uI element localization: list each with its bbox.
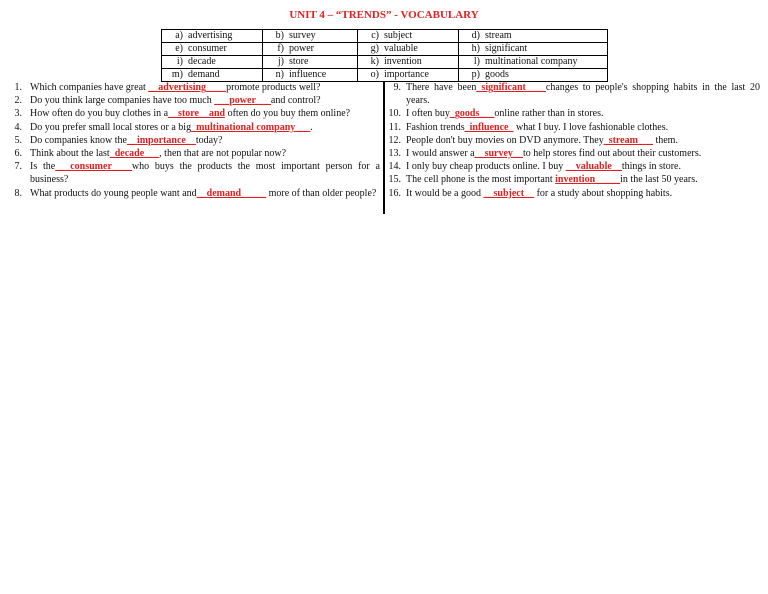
answer-blank: __subject__	[483, 187, 535, 199]
question-text: There have been	[406, 82, 477, 93]
question-text: more of than older people?	[266, 187, 377, 199]
vocab-letter: p)	[471, 69, 480, 81]
question-text: things in store.	[621, 161, 681, 173]
question-text: I often buy	[406, 108, 450, 120]
vocab-word: store	[289, 56, 309, 68]
question-number: 10.	[388, 108, 401, 120]
question-number: 12.	[388, 134, 401, 146]
question-item	[386, 121, 760, 134]
vocab-letter: b)	[275, 30, 284, 42]
vocab-letter: n)	[275, 69, 284, 81]
question-text: It would be a good	[406, 187, 484, 199]
vocab-cell	[162, 69, 263, 82]
answer-blank: _goods___	[449, 108, 495, 120]
question-text: Fashion trends	[406, 121, 465, 133]
vocab-letter: c)	[371, 30, 379, 42]
question-number: 9.	[393, 82, 401, 93]
vocab-word: consumer	[188, 43, 227, 55]
vocab-letter: a)	[175, 30, 183, 42]
column-divider	[383, 81, 385, 214]
vocab-letter: m)	[171, 69, 183, 81]
vocab-word: valuable	[384, 43, 418, 55]
questions-right-column	[386, 81, 760, 200]
question-item	[8, 147, 380, 160]
answer-blank: ___consumer____	[55, 161, 132, 173]
question-item	[386, 173, 760, 186]
question-text: .	[310, 121, 313, 133]
question-item	[386, 81, 760, 107]
question-text: What products do young people want and	[30, 187, 197, 199]
questions-left-column	[8, 81, 380, 200]
vocab-letter: h)	[471, 43, 480, 55]
vocab-cell	[263, 69, 358, 82]
question-text: often do you buy them online?	[225, 108, 351, 120]
question-number: 8.	[14, 187, 22, 199]
vocab-cell	[459, 69, 608, 82]
vocab-cell	[459, 43, 608, 56]
question-text: promote products well?	[226, 82, 321, 93]
question-number: 5.	[14, 134, 22, 146]
question-text: online rather than in stores.	[494, 108, 604, 120]
vocab-word: power	[289, 43, 314, 55]
question-text: and control?	[270, 95, 321, 107]
answer-blank: _significant____	[476, 82, 546, 93]
vocab-letter: k)	[370, 56, 379, 68]
question-item	[8, 160, 380, 186]
question-number: 6.	[14, 148, 22, 160]
question-text: for a study about shopping habits.	[534, 187, 673, 199]
vocab-cell	[358, 56, 459, 69]
vocab-word: influence	[289, 69, 327, 81]
question-text: , then that are not popular now?	[159, 148, 287, 160]
question-item	[386, 160, 760, 173]
vocab-letter: l)	[473, 56, 480, 68]
answer-blank: __importance__	[126, 134, 196, 146]
vocab-word: invention	[384, 56, 422, 68]
vocab-word: advertising	[188, 30, 233, 42]
answer-blank: _multinational company___	[191, 121, 311, 133]
question-text: Think about the last	[30, 148, 110, 160]
vocab-word: stream	[485, 30, 512, 42]
answer-blank: _decade___	[109, 148, 160, 160]
vocab-cell	[162, 43, 263, 56]
question-text: Is the	[30, 161, 56, 173]
question-number: 1.	[14, 82, 22, 93]
vocab-letter: j)	[277, 56, 284, 68]
vocab-cell	[459, 56, 608, 69]
question-item	[386, 107, 760, 120]
vocab-letter: f)	[277, 43, 284, 55]
vocabulary-table	[161, 29, 608, 82]
question-text: The cell phone is the most important	[406, 174, 556, 186]
vocab-letter: d)	[471, 30, 480, 42]
question-item	[386, 147, 760, 160]
vocab-word: significant	[485, 43, 528, 55]
vocab-row	[162, 56, 608, 69]
question-number: 3.	[14, 108, 22, 120]
question-item	[8, 107, 380, 120]
question-number: 15.	[388, 174, 401, 186]
question-item	[8, 94, 380, 107]
question-text: Do you think large companies have too much	[30, 95, 215, 107]
vocab-cell	[263, 56, 358, 69]
question-text: them.	[652, 134, 678, 146]
vocab-letter: g)	[370, 43, 379, 55]
question-text: Which companies have great	[30, 82, 149, 93]
vocab-cell	[263, 43, 358, 56]
question-number: 13.	[388, 148, 401, 160]
answer-blank: __advertising____	[148, 82, 227, 93]
question-text: How often do you buy clothes in a	[30, 108, 169, 120]
question-number: 2.	[14, 95, 22, 107]
question-text: changes to people's shopping habits in the last 20 years.	[406, 82, 760, 107]
vocab-word: goods	[485, 69, 509, 81]
answer-blank: _stream___	[603, 134, 653, 146]
question-number: 11.	[388, 121, 401, 133]
question-item	[386, 187, 760, 200]
page-title: UNIT 4 – “TRENDS” - VOCABULARY	[289, 9, 479, 21]
vocab-letter: o)	[370, 69, 379, 81]
answer-blank: invention_____	[555, 174, 621, 186]
vocab-word: demand	[188, 69, 220, 81]
question-text: who buys the products the most important person for a business?	[30, 161, 380, 186]
vocab-word: importance	[384, 69, 429, 81]
question-text: I only buy cheap products online. I buy	[406, 161, 566, 173]
answer-blank: __store__and	[168, 108, 226, 120]
question-text: what I buy. I love fashionable clothes.	[513, 121, 669, 133]
answer-blank: __demand_____	[196, 187, 267, 199]
vocab-cell	[162, 30, 263, 43]
question-text: today?	[195, 134, 223, 146]
vocab-cell	[358, 30, 459, 43]
question-text: People don't buy movies on DVD anymore. They	[406, 134, 604, 146]
question-item	[8, 121, 380, 134]
vocab-row	[162, 43, 608, 56]
vocab-word: decade	[188, 56, 216, 68]
vocab-cell	[358, 69, 459, 82]
vocab-word: survey	[289, 30, 316, 42]
vocab-word: multinational company	[485, 56, 578, 68]
vocab-cell	[162, 56, 263, 69]
vocab-letter: e)	[175, 43, 183, 55]
question-number: 7.	[14, 161, 22, 173]
vocab-cell	[263, 30, 358, 43]
question-text: to help stores find out about their customers.	[522, 148, 702, 160]
vocab-row	[162, 30, 608, 43]
question-number: 16.	[388, 187, 401, 199]
question-text: Do you prefer small local stores or a big	[30, 121, 192, 133]
question-item	[8, 134, 380, 147]
question-item	[8, 187, 380, 200]
vocab-letter: i)	[176, 56, 183, 68]
answer-blank: _influence_	[464, 121, 514, 133]
question-item	[8, 81, 380, 94]
vocab-cell	[459, 30, 608, 43]
question-text: Do companies know the	[30, 134, 127, 146]
question-text: in the last 50 years.	[620, 174, 698, 186]
question-item	[386, 134, 760, 147]
answer-blank: __valuable__	[565, 161, 622, 173]
answer-blank: ___power___	[214, 95, 271, 107]
vocab-row	[162, 69, 608, 82]
question-number: 4.	[14, 121, 22, 133]
question-text: I would answer a	[406, 148, 475, 160]
answer-blank: __survey__	[474, 148, 523, 160]
vocab-word: subject	[384, 30, 413, 42]
question-number: 14.	[388, 161, 401, 173]
vocab-cell	[358, 43, 459, 56]
